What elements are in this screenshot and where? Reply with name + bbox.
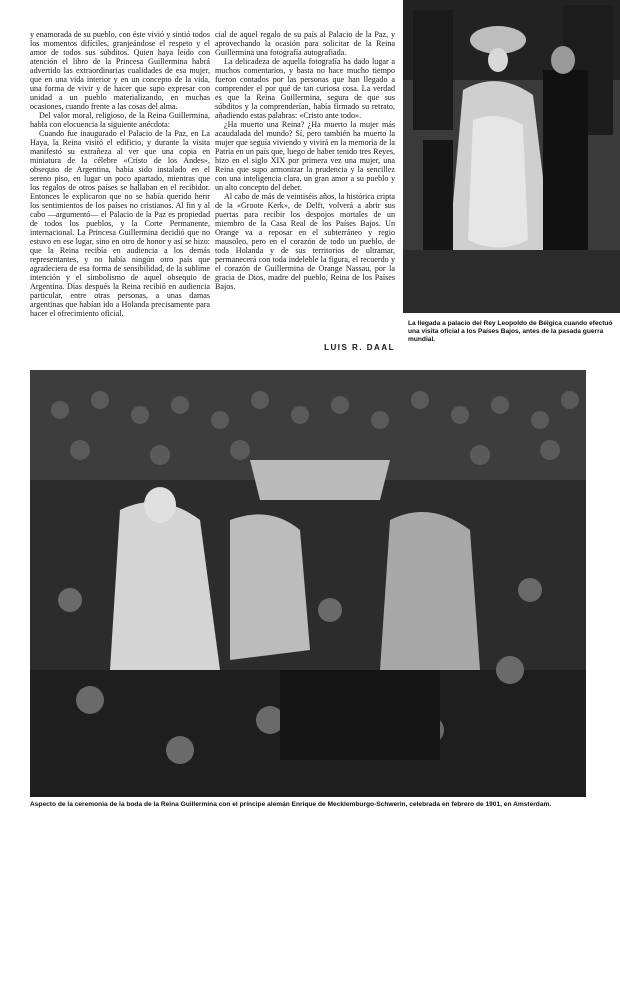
article-paragraph: cial de aquel regalo de su país al Palacio de la Paz, y aprovechando la ocasión para solicitar de la Reina Guillermina una fotografía autografiada. (215, 30, 395, 57)
article-column-middle (215, 30, 395, 365)
author-signature: LUIS R. DAAL (324, 343, 395, 352)
photo-royal-arrival (403, 0, 620, 313)
article-paragraph: ¿Ha muerto una Reina? ¿Ha muerto la mujer más acaudalada del mundo? Sí, pero también ha muerto la mujer que seguía viviendo y vivirá en la memoria de la Patria en un país que, luego de haber tenido tres Reyes, hizo en el siglo XIX por primera vez una mujer, una Reina que supo armonizar la prudencia y la sencillez con una inteligencia clara, un gran amor a su pueblo y un alto concepto del deber. (215, 120, 395, 192)
photo-caption-bottom: Aspecto de la ceremonia de la boda de la Reina Guillermina con el príncipe alemán Enrique de Mecklemburgo-Schwerin, celebrada en febrero de 1901, en Amsterdam. (30, 801, 552, 808)
photo-royal-wedding-image (30, 370, 586, 797)
photo-royal-arrival-image (403, 0, 620, 313)
watermark: ABC (257, 904, 357, 1001)
article-paragraph: y enamorada de su pueblo, con éste vivió y sintió todos los momentos difíciles, granjeándose el respeto y el amor de todos sus súbditos. Quien haya leído con atención el libro de la Princesa Guillermina habrá advertido las extraordinarias cualidades de esa mujer, que en una vida interior y en un concepto de la vida, una forma de vivir y de hacer que supo expresar con unidad a un pueblo materializando, en muchas ocasiones, cuando frente a las cosas del alma. (30, 30, 210, 111)
photo-caption-top: La llegada a palacio del Rey Leopoldo de Bélgica cuando efectuó una visita oficial a los Países Bajos, antes de la pasada guerra mundial. (408, 320, 613, 343)
article-paragraph: Cuando fue inaugurado el Palacio de la Paz, en La Haya, la Reina visitó el edificio, y durante la visita manifestó su extrañeza al ver que una copia en miniatura de la célebre «Cristo de los Andes», obsequio de Argentina, había sido instalado en el sereno piso, en lugar un poco apartado, mientras que los regalos de otros países se hallaban en el recibidor. Entonces le explicaron que no se había querido herir los sentimientos de los países no cristianos. Al fin y al cabo —argumentó— el Palacio de la Paz es propiedad de todos los pueblos, y la Corte Permanente, internacional. La Princesa Guillermina decidió que no estuvo en ese lugar, sino en otro de honor y así se hizo: que la Reina recibía en audiencia a los demás representantes, y no había ningún otro país que agradeciera de esa forma de sensibilidad, de la sublime intención y el simbolismo de aquel obsequio de Argentina. Días después la Reina recibió en audiencia particular, entre otras personas, a unas damas argentinas que habían ido a Holanda precisamente para hacer el ofrecimiento oficial. (30, 129, 210, 318)
article-paragraph: Al cabo de más de veintiséis años, la histórica cripta de la «Groote Kerk», de Delft, volverá a abrir sus puertas para recibir los despojos mortales de un miembro de la Casa Real de los Países Bajos. Un Orange va a reposar en el subterráneo y regio mausoleo, pero en el corazón de todo un pueblo, de toda Holanda y de sus territorios de ultramar, permanecerá con toda indeleble la figura, el recuerdo y el corazón de Guillermina de Orange Nassau, por la gracia de Dios, madre del pueblo, Reina de los Países Bajos. (215, 192, 395, 291)
article-paragraph: La delicadeza de aquella fotografía ha dado lugar a muchos comentarios, y basta no hace mucho tiempo fueron contados por las personas que han llegado a comprender el por qué de tan curiosa cosa. La verdad es que la Reina Guillermina, segura de que sus súbditos y la comprenderían, había firmado su retrato, añadiendo estas palabras: «Cristo ante todo». (215, 57, 395, 120)
article-paragraph: Del valor moral, religioso, de la Reina Guillermina, habla con elocuencia la siguiente anécdota: (30, 111, 210, 129)
article-column-left (30, 30, 210, 365)
